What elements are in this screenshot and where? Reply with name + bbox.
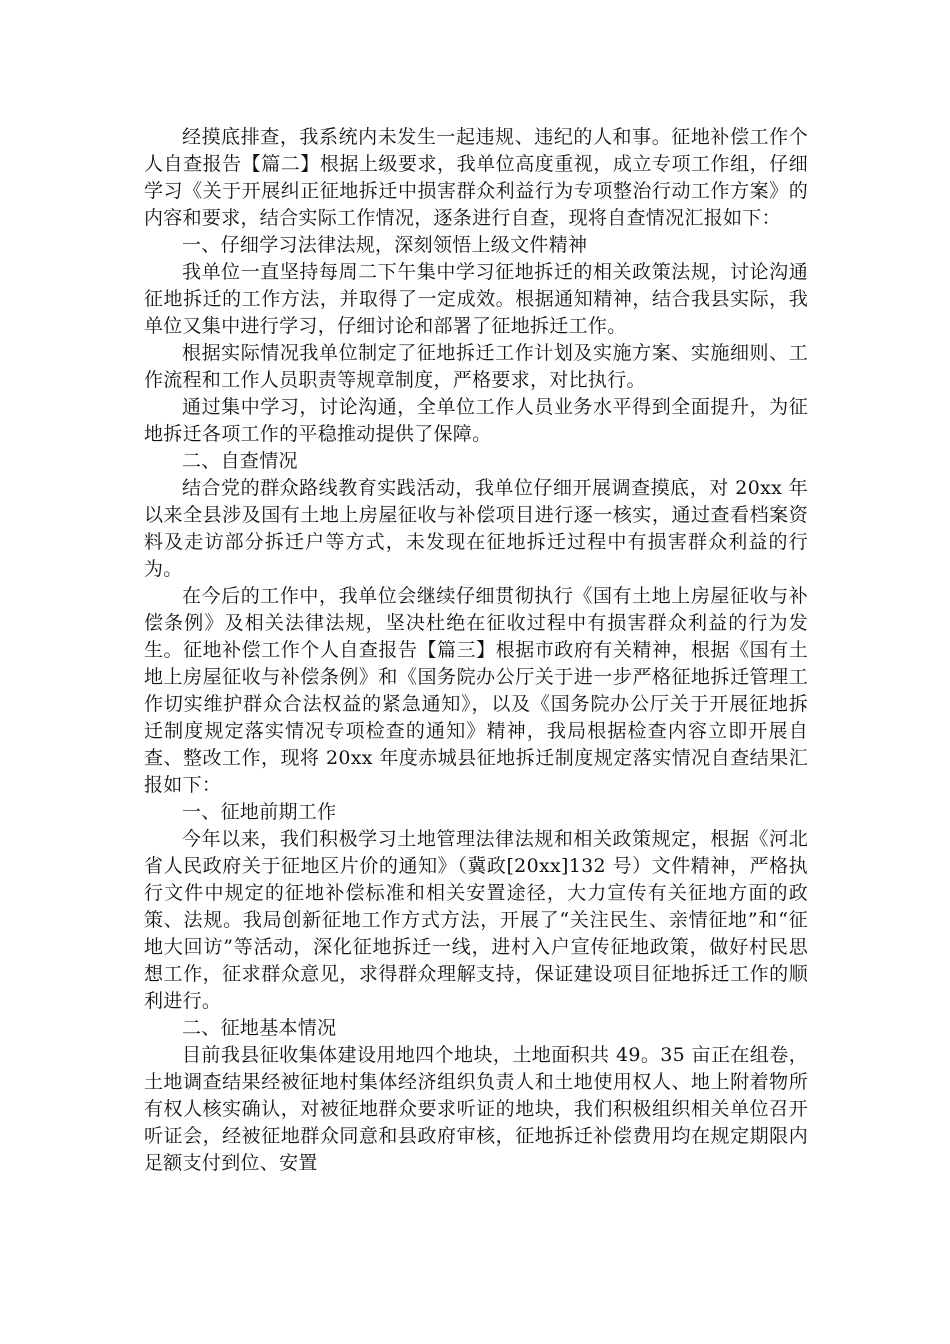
paragraph-future-work: 在今后的工作中，我单位会继续仔细贯彻执行《国有土地上房屋征收与补偿条例》及相关法律法规，坚决杜绝在征收过程中有损害群众利益的行为发生。征地补偿工作个人自查报告【篇三】根据市政府有关精神，根据《国有土地上房屋征收与补偿条例》和《国务院办公厅关于进一步严格征地拆迁管理工作切实维护群众合法权益的紧急通知》，以及《国务院办公厅关于开展征地拆迁制度规定落实情况专项检查的通知》精神，我局根据检查内容立即开展自查、整改工作，现将 20xx 年度赤城县征地拆迁制度规定落实情况自查结果汇报如下：	[144, 585, 808, 796]
paragraph-study: 我单位一直坚持每周二下午集中学习征地拆迁的相关政策法规，讨论沟通征地拆迁的工作方法，并取得了一定成效。根据通知精神，结合我县实际，我单位又集中进行学习，仔细讨论和部署了征地拆迁工作。	[144, 261, 808, 337]
document-body	[144, 124, 808, 1177]
section-heading-self-check: 二、自查情况	[182, 450, 298, 472]
paragraph-preliminary: 今年以来，我们积极学习土地管理法律法规和相关政策规定，根据《河北省人民政府关于征地区片价的通知》（冀政[20xx]132 号）文件精神，严格执行文件中规定的征地补偿标准和相关安置途径，大力宣传有关征地方面的政策、法规。我局创新征地工作方式方法，开展了“关注民生、亲情征地”和“征地大回访”等活动，深化征地拆迁一线，进村入户宣传征地政策，做好村民思想工作，征求群众意见，求得群众理解支持，保证建设项目征地拆迁工作的顺利进行。	[144, 828, 808, 1012]
section-heading-preliminary: 一、征地前期工作	[182, 801, 337, 823]
paragraph-result: 通过集中学习，讨论沟通，全单位工作人员业务水平得到全面提升，为征地拆迁各项工作的平稳推动提供了保障。	[144, 396, 808, 445]
section-heading-basic-situation: 二、征地基本情况	[182, 1017, 337, 1039]
paragraph-self-check: 结合党的群众路线教育实践活动，我单位仔细开展调查摸底，对 20xx 年以来全县涉及国有土地上房屋征收与补偿项目进行逐一核实，通过查看档案资料及走访部分拆迁户等方式，未发现在征地拆迁过程中有损害群众利益的行为。	[144, 477, 808, 580]
paragraph-basic-situation: 目前我县征收集体建设用地四个地块，土地面积共 49。35 亩正在组卷，土地调查结果经被征地村集体经济组织负责人和土地使用权人、地上附着物所有权人核实确认，对被征地群众要求听证的地块，我们积极组织相关单位召开听证会，经被征地群众同意和县政府审核，征地拆迁补偿费用均在规定期限内足额支付到位、安置	[144, 1044, 808, 1174]
section-heading-study: 一、仔细学习法律法规，深刻领悟上级文件精神	[182, 234, 588, 256]
paragraph-plan: 根据实际情况我单位制定了征地拆迁工作计划及实施方案、实施细则、工作流程和工作人员职责等规章制度，严格要求，对比执行。	[144, 342, 808, 391]
paragraph-intro: 经摸底排查，我系统内未发生一起违规、违纪的人和事。征地补偿工作个人自查报告【篇二】根据上级要求，我单位高度重视，成立专项工作组，仔细学习《关于开展纠正征地拆迁中损害群众利益行为专项整治行动工作方案》的内容和要求，结合实际工作情况，逐条进行自查，现将自查情况汇报如下：	[144, 126, 808, 229]
